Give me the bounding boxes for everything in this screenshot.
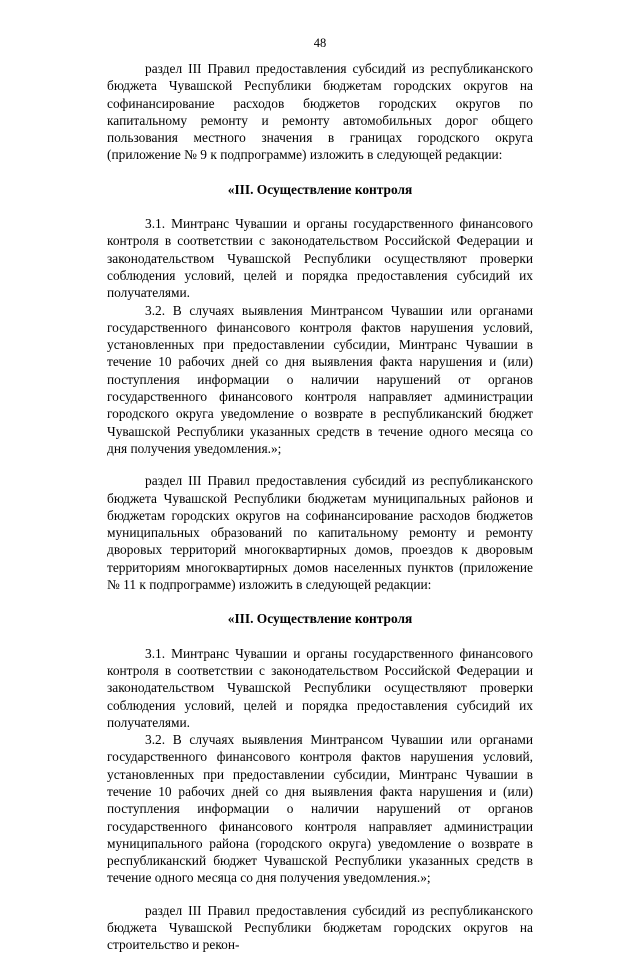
- amendment-paragraph: раздел III Правил предоставления субсидий из республиканского бюджета Чувашской Республики бюджетам муниципальных районов и бюджетам городских округов на софинансирование расходов бюджетов муниципальных образований по капитальному ремонту и ремонту дворовых территорий многоквартирных домов, проездов к дворовым территориям многоквартирных домов населенных пунктов (приложение № 11 к подпрограмме) изложить в следующей редакции:: [107, 473, 533, 593]
- document-body: [107, 60, 533, 954]
- clause-3-1: 3.1. Минтранс Чувашии и органы государственного финансового контроля в соответствии с законодательством Российской Федерации и законодательством Чувашской Республики осуществляют проверки соблюдения условий, целей и порядка предоставления субсидий их получателями.: [107, 645, 533, 730]
- section-heading: «III. Осуществление контроля: [227, 611, 413, 627]
- amendment-paragraph: раздел III Правил предоставления субсидий из республиканского бюджета Чувашской Республики бюджетам городских округов на строительство и рекон-: [107, 902, 533, 953]
- clause-3-2: 3.2. В случаях выявления Минтрансом Чувашии или органами государственного финансового контроля фактов нарушения условий, установленных при предоставлении субсидии, Минтранс Чувашии в течение 10 рабочих дней со дня выявления факта нарушения и (или) поступления информации о наличии нарушений от органов государственного финансового контроля направляет администрации городского округа уведомление о возврате в республиканский бюджет Чувашской Республики указанных средств в течение одного месяца со дня получения уведомления.»;: [107, 302, 533, 456]
- amendment-paragraph: раздел III Правил предоставления субсидий из республиканского бюджета Чувашской Республики бюджетам городских округов на софинансирование расходов бюджетов городских округов по капитальному ремонту и ремонту автомобильных дорог общего пользования местного значения в границах городского округа (приложение № 9 к подпрограмме) изложить в следующей редакции:: [107, 61, 533, 163]
- clause-3-1: 3.1. Минтранс Чувашии и органы государственного финансового контроля в соответствии с законодательством Российской Федерации и законодательством Чувашской Республики осуществляют проверки соблюдения условий, целей и порядка предоставления субсидий их получателями.: [107, 216, 533, 301]
- clause-3-2: 3.2. В случаях выявления Минтрансом Чувашии или органами государственного финансового контроля фактов нарушения условий, установленных при предоставлении субсидии, Минтранс Чувашии в течение 10 рабочих дней со дня выявления факта нарушения и (или) поступления информации о наличии нарушений от органов государственного финансового контроля направляет администрации муниципального района (городского округа) уведомление о возврате в республиканский бюджет Чувашской Республики указанных средств в течение одного месяца со дня получения уведомления.»;: [107, 732, 533, 886]
- page-number: 48: [313, 36, 327, 50]
- section-heading: «III. Осуществление контроля: [227, 181, 413, 197]
